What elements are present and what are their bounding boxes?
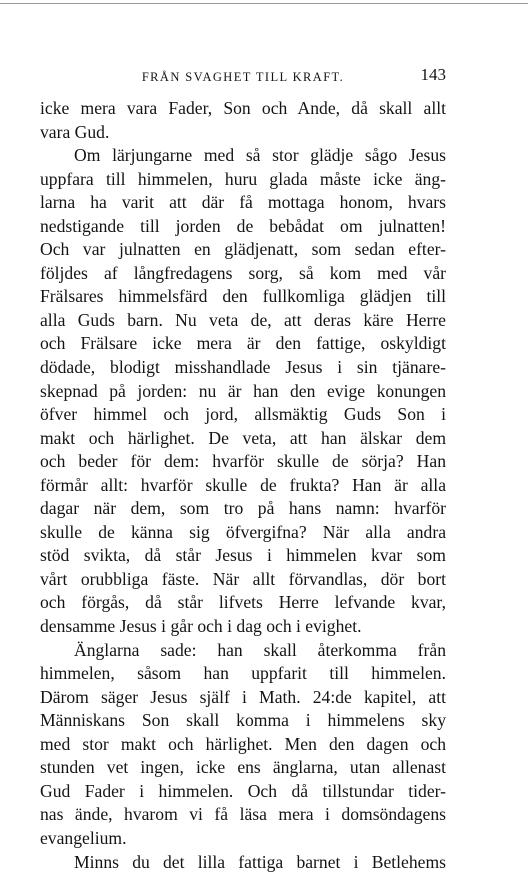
text-line: Människans Son skall komma i himmelens sky bbox=[40, 710, 446, 731]
text-line: vara Gud. bbox=[40, 121, 110, 142]
text-line: och beder för dem: hvarför skulle de sörja? Han bbox=[40, 451, 446, 472]
top-edge-rule bbox=[0, 3, 528, 4]
text-line: med stor makt och härlighet. Men den dagen och bbox=[40, 733, 446, 754]
text-line: densamme Jesus i går och i dag och i evighet. bbox=[40, 616, 362, 637]
text-line: makt och härlighet. De veta, att han älskar dem bbox=[40, 427, 446, 448]
text-line: och förgås, då står lifvets Herre lefvande kvar, bbox=[40, 592, 446, 613]
running-head: FRÅN SVAGHET TILL KRAFT. bbox=[141, 70, 345, 84]
text-line: Minns du det lilla fattiga barnet i Betlehems bbox=[74, 851, 446, 872]
text-line: skepnad på jorden: nu är han den evige konungen bbox=[40, 380, 446, 401]
text-line: nedstigande till jorden de bebådat om julnatten! bbox=[40, 215, 446, 236]
text-line: stöd svikta, då står Jesus i himmelen kvar som bbox=[40, 545, 446, 566]
text-line: öfver himmel och jord, allsmäktig Guds Son i bbox=[40, 404, 446, 425]
page-header bbox=[40, 62, 446, 90]
text-line: Frälsares himmelsfärd den fullkomliga glädjen till bbox=[40, 286, 446, 307]
text-line: larna ha varit att där få mottaga honom, hvars bbox=[40, 192, 446, 213]
text-line: och Frälsare icke mera är den fattige, oskyldigt bbox=[40, 333, 446, 354]
text-line: förmår allt: hvarför skulle de frukta? Han är alla bbox=[40, 474, 446, 495]
text-line: Gud Fader i himmelen. Och då tillstundar tider- bbox=[40, 780, 446, 801]
text-line: vårt orubbliga fäste. När allt förvandlas, dör bort bbox=[40, 568, 446, 589]
text-line: himmelen, såsom han uppfarit till himmelen. bbox=[40, 663, 446, 684]
text-line: evangelium. bbox=[40, 827, 127, 848]
text-line: Och var julnatten en glädjenatt, som sedan efter- bbox=[40, 239, 446, 260]
text-line: Änglarna sade: han skall återkomma från bbox=[74, 639, 446, 660]
text-line: alla Guds barn. Nu veta de, att deras käre Herre bbox=[40, 309, 446, 330]
text-line: dödade, blodigt misshandlade Jesus i sin tjänare- bbox=[40, 357, 446, 378]
text-line: uppfara till himmelen, huru glada måste icke äng- bbox=[40, 168, 446, 189]
text-line: stunden vet ingen, icke ens änglarna, utan allenast bbox=[40, 757, 446, 778]
text-line: Om lärjungarne med så stor glädje sågo Jesus bbox=[74, 145, 446, 166]
text-line: dagar när dem, som tro på hans namn: hvarför bbox=[40, 498, 446, 519]
text-line: Därom säger Jesus själf i Math. 24:de kapitel, att bbox=[40, 686, 446, 707]
text-line: följdes af långfredagens sorg, så kom med vår bbox=[40, 262, 446, 283]
text-line: skulle de känna sig öfvergifna? När alla andra bbox=[40, 521, 446, 542]
text-line: nas ände, hvarom vi få läsa mera i domsöndagens bbox=[40, 804, 446, 825]
page-number: 143 bbox=[420, 65, 446, 84]
text-line: icke mera vara Fader, Son och Ande, då skall allt bbox=[40, 98, 446, 118]
body-text bbox=[40, 97, 446, 874]
